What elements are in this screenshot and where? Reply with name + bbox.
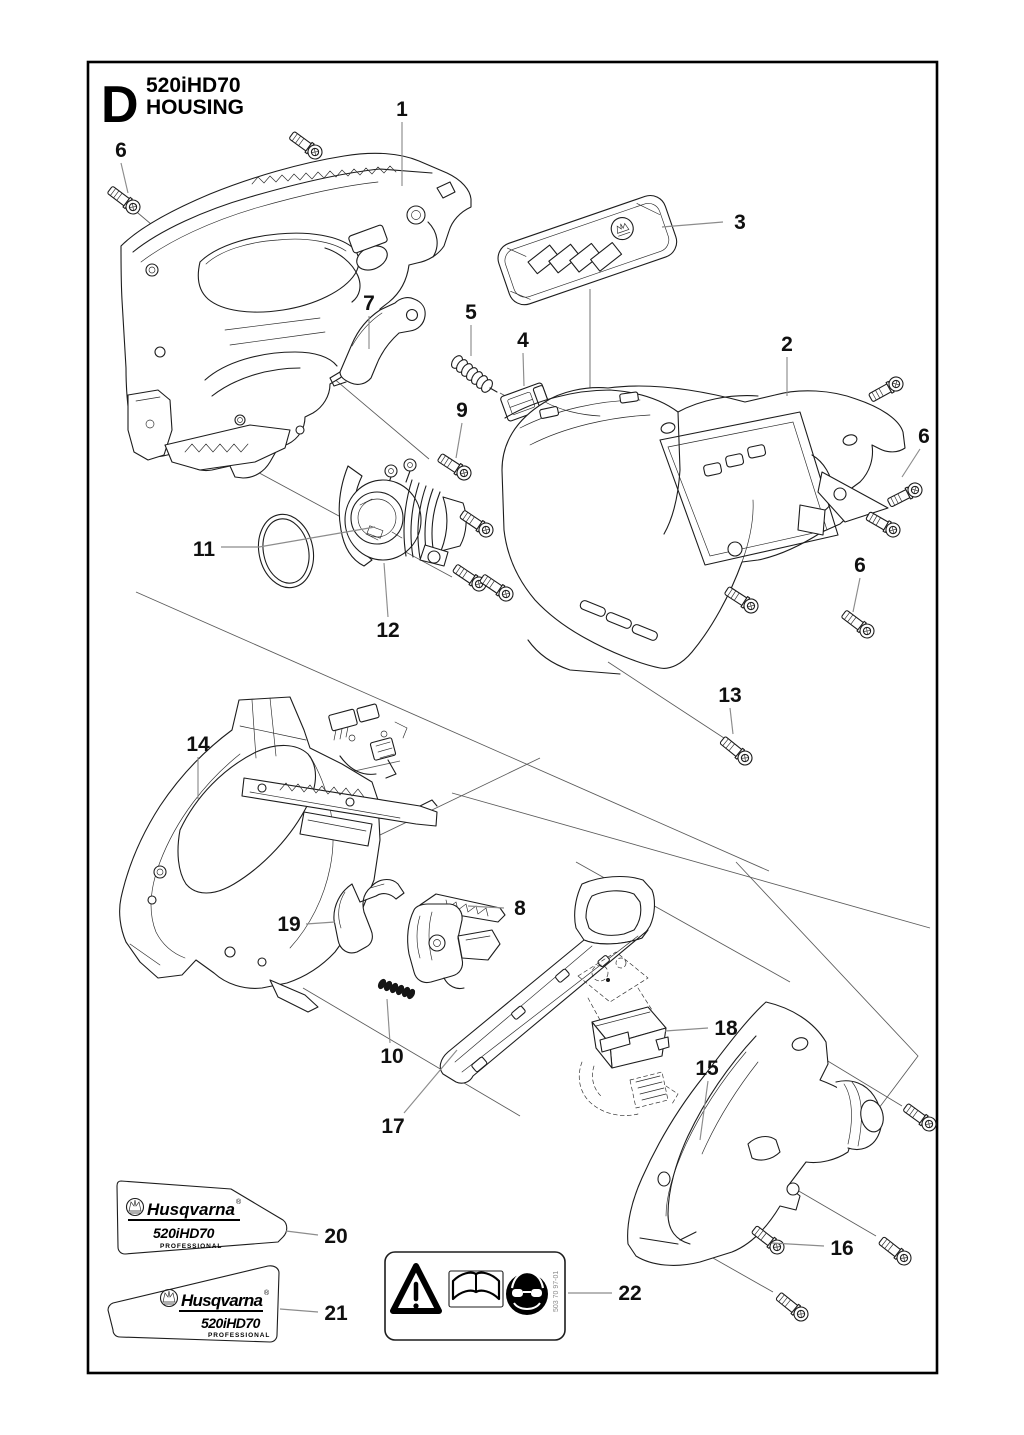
decal-21-brand: Husqvarna — [181, 1291, 263, 1310]
callout-number-11: 11 — [192, 538, 216, 561]
callout-number-16: 16 — [830, 1237, 854, 1260]
section-title: HOUSING — [146, 96, 245, 119]
callout-number-3: 3 — [734, 211, 746, 234]
callout-number-4: 4 — [517, 329, 529, 352]
callout-number-19: 19 — [277, 913, 301, 936]
callout-number-14: 14 — [186, 733, 210, 756]
callout-number-8: 8 — [514, 897, 526, 920]
callout-number-20: 20 — [324, 1225, 348, 1248]
warning-decal-part-code: 503 70 97-01 — [553, 1270, 560, 1312]
decal-20-registered: ® — [236, 1199, 242, 1206]
callout-number-13: 13 — [718, 684, 742, 707]
callout-number-12: 12 — [376, 619, 400, 642]
callout-number-10: 10 — [380, 1045, 404, 1068]
callout-number-1: 1 — [396, 98, 408, 121]
callout-number-18: 18 — [714, 1017, 738, 1040]
callout-number-15: 15 — [695, 1057, 719, 1080]
callout-number-17: 17 — [381, 1115, 405, 1138]
callout-number-7: 7 — [363, 292, 375, 315]
callout-number-21: 21 — [324, 1302, 348, 1325]
decal-20-brand: Husqvarna — [147, 1200, 235, 1219]
callout-number-22: 22 — [618, 1282, 642, 1305]
decal-20-model: 520iHD70 — [153, 1225, 215, 1241]
callout-number-6: 6 — [918, 425, 930, 448]
callout-number-6: 6 — [854, 554, 866, 577]
callout-number-9: 9 — [456, 399, 468, 422]
decal-21-model: 520iHD70 — [201, 1315, 261, 1331]
decal-21-registered: ® — [264, 1290, 270, 1297]
callout-number-2: 2 — [781, 333, 793, 356]
callout-number-5: 5 — [465, 301, 477, 324]
callout-number-6: 6 — [115, 139, 127, 162]
model-number: 520iHD70 — [146, 74, 241, 97]
part-22-warning-decal — [385, 1252, 565, 1340]
section-letter: D — [101, 76, 139, 134]
decal-20-tier: PROFESSIONAL — [160, 1243, 223, 1250]
decal-21-tier: PROFESSIONAL — [208, 1332, 271, 1339]
